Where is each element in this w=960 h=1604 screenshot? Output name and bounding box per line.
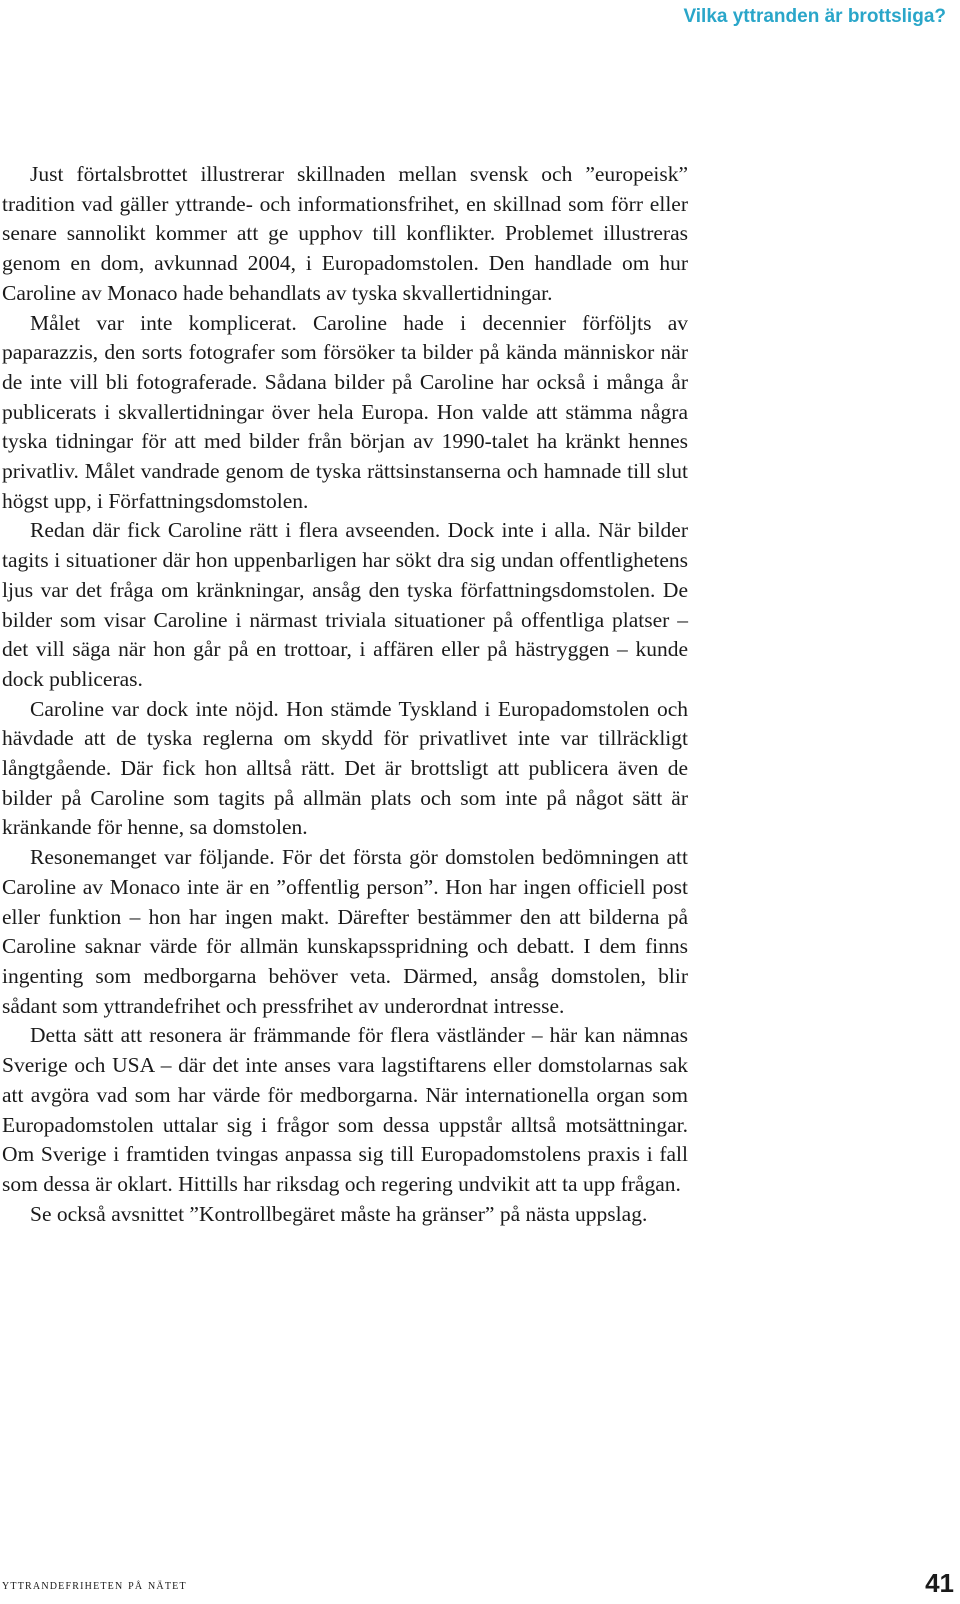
footer-book-title: yttrandefriheten på nätet — [2, 1578, 187, 1593]
paragraph-6: Detta sätt att resonera är främmande för flera västländer – här kan nämnas Sverige och USA – där det inte anses vara lagstiftarens eller domstolarnas sak att avgöra vad som har värde för medborgarna. När internationella organ som Europadomstolen uttalar sig i frågor som dessa uppstår alltså motsättningar. Om Sverige i framtiden tvingas anpassa sig till Europadomstolens praxis i fall som dessa är oklart. Hittills har riksdag och regering undvikit att ta upp frågan. — [2, 1023, 688, 1196]
paragraph-7: Se också avsnittet ”Kontrollbegäret måste ha gränser” på nästa uppslag. — [30, 1201, 648, 1226]
article-body — [2, 160, 688, 1229]
paragraph-2: Målet var inte komplicerat. Caroline hade i decennier förföljts av paparazzis, den sorts fotografer som försöker ta bilder på kända människor när de inte vill bli fotograferade. Sådana bilder på Caroline har också i många år publicerats i skvallertidningar över hela Europa. Hon valde att stämma några tyska tidningar för att med bilder från början av 1990-talet ha kränkt hennes privatliv. Målet vandrade genom de tyska rättsinstanserna och hamnade till slut högst upp, i Författningsdomstolen. — [2, 310, 688, 513]
running-header-title: Vilka yttranden är brottsliga? — [683, 6, 946, 27]
paragraph-3: Redan där fick Caroline rätt i flera avseenden. Dock inte i alla. När bilder tagits i situationer där hon uppenbarligen har sökt dra sig undan offentlighetens ljus var det fråga om kränkningar, ansåg den tyska författningsdomstolen. De bilder som visar Caroline i närmast triviala situationer på offentliga platser – det vill säga när hon går på en trottoar, i affären eller på hästryggen – kunde dock publiceras. — [2, 518, 688, 691]
page-number: 41 — [925, 1568, 954, 1598]
paragraph-1: Just förtalsbrottet illustrerar skillnaden mellan svensk och ”europeisk” tradition vad gäller yttrande- och informationsfrihet, en skillnad som förr eller senare sannolikt kommer att ge upphov till konflikter. Problemet illustreras genom en dom, avkunnad 2004, i Europadomstolen. Den handlade om hur Caroline av Monaco hade behandlats av tyska skvallertidningar. — [2, 162, 688, 305]
paragraph-4: Caroline var dock inte nöjd. Hon stämde Tyskland i Europadomstolen och hävdade att de tyska reglerna om skydd för privatlivet inte var tillräckligt långtgående. Där fick hon alltså rätt. Det är brottsligt att publicera även de bilder på Caroline som tagits på allmän plats och som inte på något sätt är kränkande för henne, sa domstolen. — [2, 696, 688, 840]
paragraph-5: Resonemanget var följande. För det första gör domstolen bedömningen att Caroline av Monaco inte är en ”offentlig person”. Hon har ingen officiell post eller funktion – hon har ingen makt. Därefter bestämmer den att bilderna på Caroline saknar värde för allmän kunskapsspridning och debatt. I dem finns ingenting som medborgarna behöver veta. Därmed, ansåg domstolen, blir sådant som yttrandefrihet och pressfrihet av underordnat intresse. — [2, 845, 688, 1018]
